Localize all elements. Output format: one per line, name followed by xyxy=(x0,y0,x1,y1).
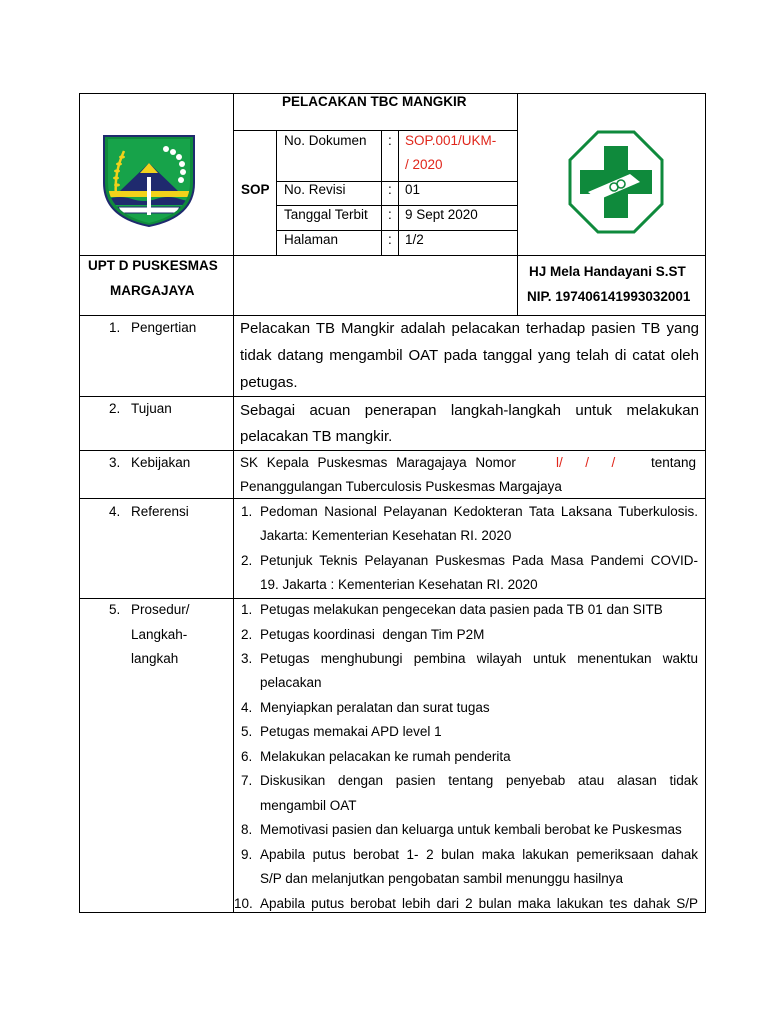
revision-sep: : xyxy=(388,182,392,197)
doc-number-value-line2: / 2020 xyxy=(405,157,443,172)
page-value: 1/2 xyxy=(405,232,424,247)
reference-item-line2: 19. Jakarta : Kementerian Kesehatan RI. 2020 xyxy=(260,577,538,592)
section-label-tujuan: Tujuan xyxy=(131,401,172,416)
step-text: Petugas melakukan pengecekan data pasien pada TB 01 dan SITB xyxy=(260,602,663,617)
step-number: 10. xyxy=(234,896,253,911)
revision-value: 01 xyxy=(405,182,421,197)
signer-nip: NIP. 197406141993032001 xyxy=(527,289,691,304)
page-label: Halaman xyxy=(284,232,339,247)
step-number: 9. xyxy=(241,847,253,862)
section-label-prosedur: Prosedur/ xyxy=(131,602,190,617)
reference-item-line2: Jakarta: Kementerian Kesehatan RI. 2020 xyxy=(260,528,512,543)
kebijakan-text-prefix: SK Kepala Puskesmas Maragajaya Nomor xyxy=(240,455,516,470)
kebijakan-number-blank: l/ / / xyxy=(556,455,616,470)
step-text: Melakukan pelacakan ke rumah penderita xyxy=(260,749,511,764)
revision-label: No. Revisi xyxy=(284,182,346,197)
section-label-pengertian: Pengertian xyxy=(131,320,197,335)
step-text: Petugas koordinasi dengan Tim P2M xyxy=(260,627,485,642)
sop-label: SOP xyxy=(241,182,270,197)
signer-name: HJ Mela Handayani S.ST xyxy=(529,264,686,279)
section-number: 5. xyxy=(109,602,121,617)
organization-name-line2: MARGAJAYA xyxy=(110,283,195,298)
reference-item: Pedoman Nasional Pelayanan Kedokteran Tata Laksana Tuberkulosis. xyxy=(260,504,698,519)
pengertian-text-line: tidak datang mengambil OAT pada tanggal yang telah di catat oleh xyxy=(240,347,699,364)
doc-number-value: SOP.001/UKM- xyxy=(405,133,497,148)
issue-date-label: Tanggal Terbit xyxy=(284,207,368,222)
step-text: Apabila putus berobat lebih dari 2 bulan maka lakukan tes dahak S/P xyxy=(260,896,698,911)
reference-item: Petunjuk Teknis Pelayanan Puskesmas Pada Masa Pandemi COVID- xyxy=(260,553,698,568)
section-label-prosedur-line3: langkah xyxy=(131,651,179,666)
step-text: Menyiapkan peralatan dan surat tugas xyxy=(260,700,490,715)
reference-item-number: 2. xyxy=(241,553,253,568)
step-text-line2: S/P dan melanjutkan pengobatan sambil menunggu hasilnya xyxy=(260,871,624,886)
tujuan-text-line: pelacakan TB mangkir. xyxy=(240,428,393,445)
document-title: PELACAKAN TBC MANGKIR xyxy=(282,94,467,109)
doc-number-sep: : xyxy=(388,133,392,148)
step-text-line2: mengambil OAT xyxy=(260,798,357,813)
step-text: Diskusikan dengan pasien tentang penyebab atau alasan tidak xyxy=(260,773,698,788)
step-number: 8. xyxy=(241,822,253,837)
section-label-prosedur-line2: Langkah- xyxy=(131,627,188,642)
step-text: Apabila putus berobat 1- 2 bulan maka lakukan pemeriksaan dahak xyxy=(260,847,698,862)
tujuan-text-line: Sebagai acuan penerapan langkah-langkah untuk melakukan xyxy=(240,402,699,419)
step-number: 1. xyxy=(241,602,253,617)
regency-emblem-logo xyxy=(100,133,198,227)
pengertian-text-line: petugas. xyxy=(240,374,298,391)
puskesmas-cross-logo xyxy=(568,130,664,234)
section-number: 4. xyxy=(109,504,121,519)
section-label-kebijakan: Kebijakan xyxy=(131,455,191,470)
kebijakan-text-suffix: tentang xyxy=(651,455,697,470)
organization-name: UPT D PUSKESMAS xyxy=(88,258,218,273)
page-sep: : xyxy=(388,232,392,247)
step-number: 2. xyxy=(241,627,253,642)
step-number: 3. xyxy=(241,651,253,666)
kebijakan-text-line2: Penanggulangan Tuberculosis Puskesmas Margajaya xyxy=(240,479,562,494)
step-number: 6. xyxy=(241,749,253,764)
section-number: 3. xyxy=(109,455,121,470)
step-text: Petugas menghubungi pembina wilayah untuk menentukan waktu xyxy=(260,651,698,666)
section-number: 1. xyxy=(109,320,121,335)
step-text-line2: pelacakan xyxy=(260,675,322,690)
section-number: 2. xyxy=(109,401,121,416)
reference-item-number: 1. xyxy=(241,504,253,519)
step-number: 4. xyxy=(241,700,253,715)
issue-date-value: 9 Sept 2020 xyxy=(405,207,478,222)
issue-date-sep: : xyxy=(388,207,392,222)
doc-number-label: No. Dokumen xyxy=(284,133,367,148)
step-number: 5. xyxy=(241,724,253,739)
section-label-referensi: Referensi xyxy=(131,504,189,519)
step-text: Memotivasi pasien dan keluarga untuk kembali berobat ke Puskesmas xyxy=(260,822,682,837)
step-text: Petugas memakai APD level 1 xyxy=(260,724,442,739)
step-number: 7. xyxy=(241,773,253,788)
pengertian-text-line: Pelacakan TB Mangkir adalah pelacakan terhadap pasien TB yang xyxy=(240,320,699,337)
